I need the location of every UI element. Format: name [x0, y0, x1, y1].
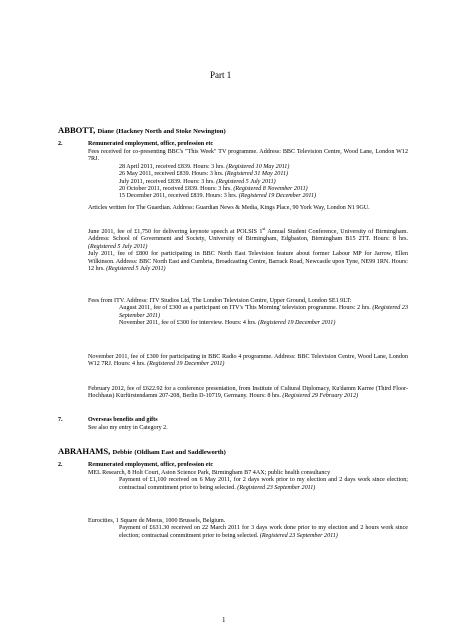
payment-text: July 2011, received £839. Hours: 3 hrs. — [119, 178, 215, 185]
registered-date: (Registered 19 December 2011) — [147, 361, 225, 368]
registered-date: (Registered 5 July 2011) — [88, 243, 148, 250]
payment-text: 26 May 2011, received £839. Hours: 3 hrs. — [119, 171, 224, 178]
abbott-guardian-entry — [88, 205, 408, 212]
payment-text: 28 April 2011, received £839. Hours: 3 hrs. — [119, 163, 225, 170]
abbott-bbc-entry — [88, 149, 408, 201]
abbott-radio4-entry — [88, 354, 408, 369]
registered-date: (Registered 5 July 2011) — [216, 178, 276, 185]
category-number: 7. — [58, 417, 63, 423]
ordinal-suffix: st — [262, 226, 266, 231]
mp-constituency: (Hackney North and Stoke Newington) — [116, 128, 226, 135]
page-number: 1 — [222, 616, 226, 624]
mp-heading-abrahams — [58, 446, 226, 458]
mp-first-name: Diane — [97, 128, 114, 135]
category-title: Overseas benefits and gifts — [88, 417, 158, 423]
mp-constituency: (Oldham East and Saddleworth) — [134, 449, 226, 456]
registered-date: (Registered 5 July 2011) — [106, 266, 166, 273]
guardian-text: Articles written for The Guardian. Address: Guardian News & Media, Kings Place, 90 York Way, London N1 9GU. — [88, 205, 370, 211]
polsis-text-cont: Annual Student Conference, University of Birmingham. Address: School of Government and Society, University of Birmingham, Edgbaston, Birmingham B15 2TT. Hours: 8 hrs. — [88, 229, 408, 243]
registered-date: (Registered 8 November 2011) — [233, 186, 308, 193]
payment-line — [88, 193, 408, 200]
abbott-itv-entry — [88, 298, 408, 328]
mp-surname: ABBOTT, — [58, 125, 96, 135]
payment-line — [88, 179, 408, 186]
bbc-north-east-text: July 2011, fee of £800 for participating in BBC North East Television feature about former Labour MP for Jarrow, Ellen Wilkinson. Address: BBC North East and Cumbria, Broadcasting Centre, Barrack Road, Newcastle upon Tyne, NE99 1RN. Hours: 12 hrs. — [88, 251, 408, 273]
payment-line — [88, 171, 408, 178]
cross-reference: See also my entry in Category 2. — [88, 425, 168, 431]
icd-text: February 2012, fee of £622.92 for a conference presentation, from Institute of Cultural Diplomacy, Ku'damm Karree (Third Floor-Hochhaus) Kurfürstendamm 207-208, Berlin D-10719, Germany. Hours: 8 hrs. — [88, 386, 408, 400]
registered-date: (Registered 23 September 2011) — [119, 305, 408, 319]
abbott-icd-entry — [88, 386, 408, 401]
registered-date: (Registered 10 May 2011) — [226, 163, 290, 170]
mp-surname: ABRAHAMS, — [58, 446, 111, 456]
payment-text: 15 December 2011, received £839. Hours: 3 hrs. — [119, 193, 238, 200]
registered-date: (Registered 23 September 2011) — [259, 532, 338, 539]
abrahams-mel-entry — [88, 470, 408, 492]
category-title: Remunerated employment, office, profession etc — [88, 141, 214, 147]
category-number: 2. — [58, 141, 63, 147]
registered-date: (Registered 23 September 2011) — [237, 484, 316, 491]
itv-intro: Fees from ITV. Address: ITV Studios Ltd, The London Television Centre, Upper Ground, London SE1 9LT: — [88, 298, 352, 304]
eurocities-payment-text: Payment of £631.30 received on 22 March 2011 for 3 days work done prior to my election and 2 hours work since election; contractual commitment prior to being selected. — [119, 525, 408, 539]
abbott-polsis-entry — [88, 226, 408, 273]
bbc-intro: Fees received for co-presenting BBC's "This Week" TV programme. Address: BBC Television Centre, Wood Lane, London W12 7RJ. — [88, 149, 408, 163]
registered-date: (Registered 19 December 2011) — [238, 193, 317, 200]
abrahams-eurocities-entry — [88, 518, 408, 540]
registered-date: (Registered 19 December 2011) — [258, 320, 336, 327]
category-title: Remunerated employment, office, profession etc — [88, 462, 214, 468]
polsis-text: June 2011, fee of £1,750 for delivering keynote speech at POLSIS 1 — [88, 229, 263, 236]
eurocities-text: Eurocities, 1 Square de Meeus, 1000 Brussels, Belgium. — [88, 518, 226, 524]
itv-august-text: August 2011, fee of £300 as a participant on ITV's 'This Morning' television programme. Hours: 2 hrs. — [119, 305, 371, 312]
registered-date: (Registered 31 May 2011) — [224, 171, 289, 178]
mp-first-name: Debbie — [112, 449, 133, 456]
itv-november-text: November 2011, fee of £300 for interview. Hours: 4 hrs. — [119, 320, 257, 327]
category-number: 2. — [58, 462, 63, 468]
radio4-text: November 2011, fee of £300 for participating in BBC Radio 4 programme. Address: BBC Television Centre, Wood Lane, London W12 7RJ. Hours: 4 hrs. — [88, 354, 408, 368]
part-title: Part 1 — [210, 70, 232, 80]
payment-text: 20 October 2011, received £839. Hours: 3 hrs. — [119, 186, 232, 193]
registered-date: (Registered 29 February 2012) — [282, 393, 359, 400]
mel-research-text: MEL Research, 8 Holt Court, Aston Science Park, Birmingham B7 4AX; public health consultancy — [88, 470, 331, 476]
mp-heading-abbott — [58, 125, 226, 137]
mel-payment-text: Payment of £1,100 received on 6 May 2011, for 2 days work prior to my election and 2 days work since election; contractual commitment prior to being selected. — [119, 477, 408, 491]
